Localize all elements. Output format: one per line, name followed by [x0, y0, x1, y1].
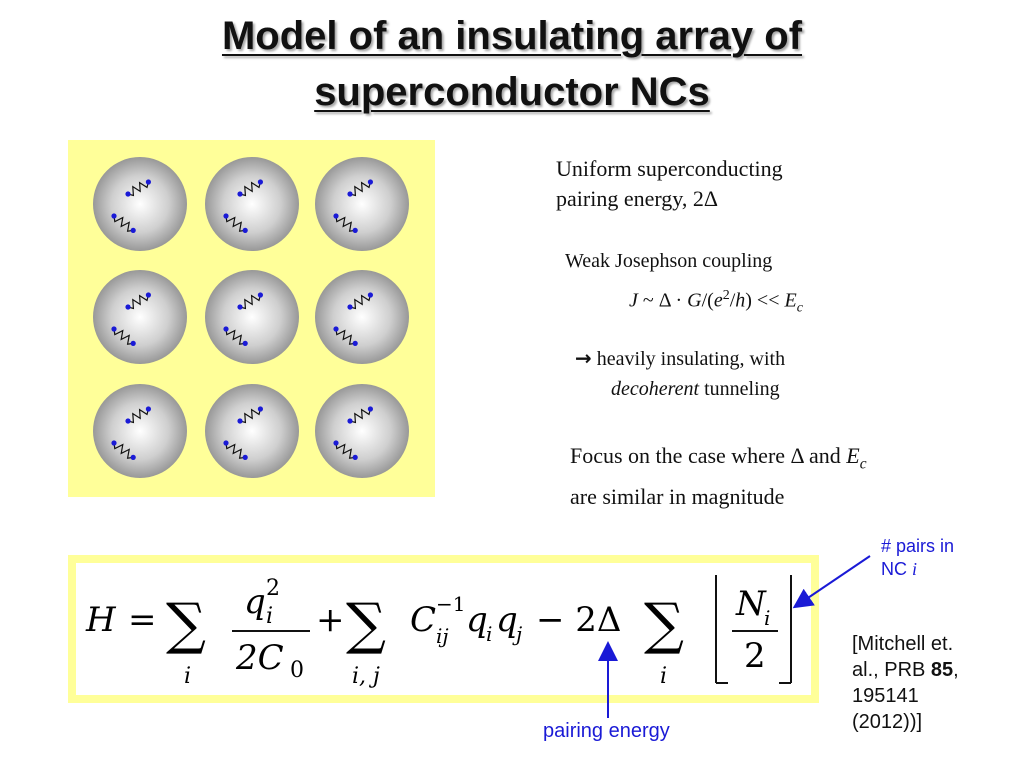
focus-E: E	[846, 443, 860, 468]
pairs-arrow	[796, 556, 870, 606]
eq-plus: +	[316, 600, 345, 640]
formula-E: E	[784, 289, 797, 312]
insulating-line1: heavily insulating, with	[591, 348, 786, 370]
formula-slash: /	[729, 289, 736, 312]
tunneling-word: tunneling	[699, 378, 780, 400]
reference-citation	[852, 631, 1012, 735]
eq-pairing-term: − 2Δ	[536, 600, 622, 640]
formula-close: ) <<	[745, 289, 785, 312]
eq-qj: q	[496, 600, 518, 640]
ref-comma: ,	[953, 659, 959, 681]
ref-volume: 85	[930, 659, 954, 681]
eq-frac-sub: i	[266, 604, 274, 629]
eq-N: N	[736, 584, 766, 624]
eq-H: H	[86, 600, 116, 640]
ref-line1: [Mitchell et.	[852, 633, 954, 655]
eq-equals: =	[128, 600, 157, 640]
ref-line2: al., PRB	[852, 659, 931, 681]
slide-title-line1: Model of an insulating array of	[221, 14, 803, 58]
formula-h: h	[735, 289, 746, 312]
decoherent-word: decoherent	[611, 378, 700, 400]
eq-qj-sub: j	[516, 622, 523, 646]
formula-tilde: ~ Δ ·	[637, 289, 688, 312]
formula-exp: 2	[722, 288, 730, 303]
eq-sum1-index: i	[184, 664, 192, 689]
right-arrow-icon: →	[575, 346, 592, 370]
formula-c: c	[796, 300, 803, 316]
eq-sum3-index: i	[660, 664, 668, 689]
eq-qi-sub: i	[486, 622, 493, 646]
pairs-line1: # pairs in	[881, 536, 955, 556]
formula-open: /(	[701, 289, 714, 312]
eq-C-sup: −1	[436, 592, 466, 616]
eq-sum2-index: i, j	[352, 664, 380, 689]
slide-title-line2: superconductor NCs	[314, 70, 710, 114]
focus-c: c	[859, 455, 867, 473]
eq-frac-q: q	[244, 582, 266, 622]
eq-qi: q	[466, 600, 488, 640]
uniform-line2: pairing energy, 2	[556, 186, 704, 211]
eq-frac-exp: 2	[266, 576, 280, 601]
pairs-i: i	[912, 559, 918, 579]
focus-line2: are similar in magnitude	[570, 484, 785, 510]
uniform-line1: Uniform superconducting	[556, 156, 783, 181]
eq-N-sub: i	[764, 606, 771, 630]
pairs-label	[881, 535, 954, 581]
eq-sum2: ∑	[346, 592, 386, 657]
eq-sum3: ∑	[644, 592, 684, 657]
eq-sum1: ∑	[166, 592, 206, 657]
formula-e: e	[713, 289, 723, 312]
eq-C-sub: ij	[436, 624, 449, 648]
formula-G: G	[687, 289, 702, 312]
focus-line1: Focus on the case where Δ and	[570, 443, 847, 468]
weak-coupling-label: Weak Josephson coupling	[565, 250, 773, 272]
pairing-energy-label: pairing energy	[543, 720, 670, 742]
eq-frac-den-sub: 0	[290, 658, 304, 683]
delta-symbol: Δ	[703, 186, 719, 211]
eq-N-den: 2	[744, 636, 766, 676]
eq-frac-den: 2C	[236, 638, 284, 678]
pairs-line2: NC	[881, 559, 912, 579]
eq-C: C	[410, 600, 437, 640]
formula-J: J	[629, 289, 638, 312]
ref-line3: 195141	[852, 685, 919, 707]
ref-line4: (2012))]	[852, 711, 923, 733]
